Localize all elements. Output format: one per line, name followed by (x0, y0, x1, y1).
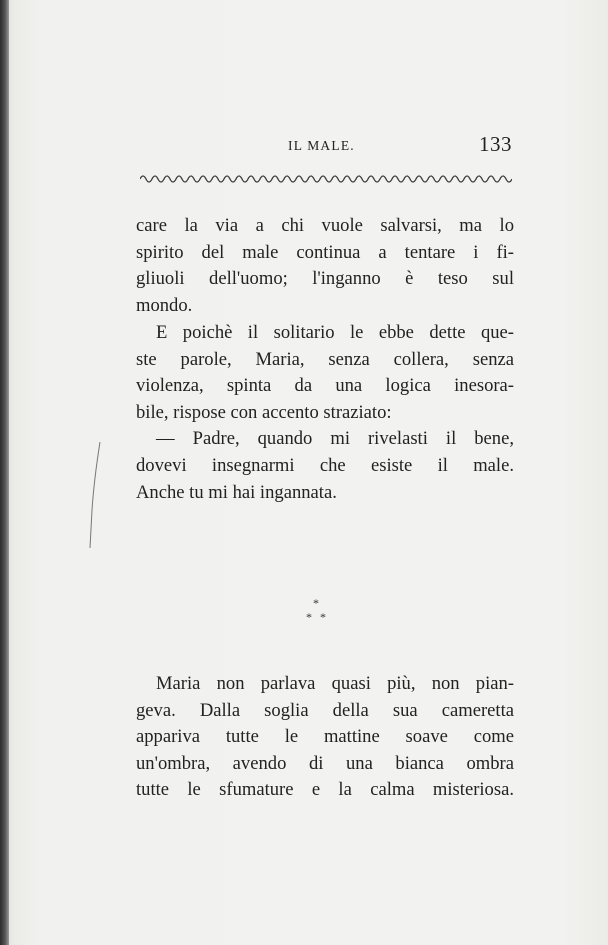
text-line: Maria non parlava quasi più, non pian- (156, 673, 514, 694)
header-ornament-rule (140, 172, 512, 186)
asterism-star-left: * (306, 610, 312, 624)
book-spine-shadow (0, 0, 9, 945)
text-line: gliuoli dell'uomo; l'inganno è teso sul (136, 268, 514, 290)
asterism-star-right: * (320, 610, 326, 624)
page-number: 133 (479, 132, 512, 156)
text-line: violenza, spinta da una logica inesora- (136, 375, 514, 397)
running-title: IL MALE. (288, 138, 355, 153)
text-line: mondo. (136, 294, 193, 316)
ornament-wave (140, 176, 512, 182)
text-line: dovevi insegnarmi che esiste il male. (136, 454, 514, 476)
text-line: un'ombra, avendo di una bianca ombra (136, 752, 514, 774)
text-line: Anche tu mi hai ingannata. (136, 481, 337, 503)
margin-pencil-mark (88, 440, 102, 550)
asterism-section-break (296, 596, 336, 626)
paragraph-3 (136, 671, 514, 804)
text-line: E poichè il solitario le ebbe dette que- (156, 322, 514, 343)
text-line: ste parole, Maria, senza collera, senza (136, 348, 514, 370)
text-line: spirito del male continua a tentare i fi- (136, 241, 514, 263)
paragraph-1 (136, 213, 514, 319)
text-line: geva. Dalla soglia della sua cameretta (136, 699, 514, 721)
asterism-star-top: * (313, 596, 319, 610)
text-line: appariva tutte le mattine soave come (136, 726, 514, 748)
page-header (140, 132, 512, 162)
paragraph-2 (136, 320, 514, 506)
text-line: bile, rispose con accento straziato: (136, 401, 392, 423)
text-line: — Padre, quando mi rivelasti il bene, (156, 428, 514, 450)
text-line: care la via a chi vuole salvarsi, ma lo (136, 215, 514, 236)
text-line: tutte le sfumature e la calma misteriosa. (136, 779, 514, 801)
